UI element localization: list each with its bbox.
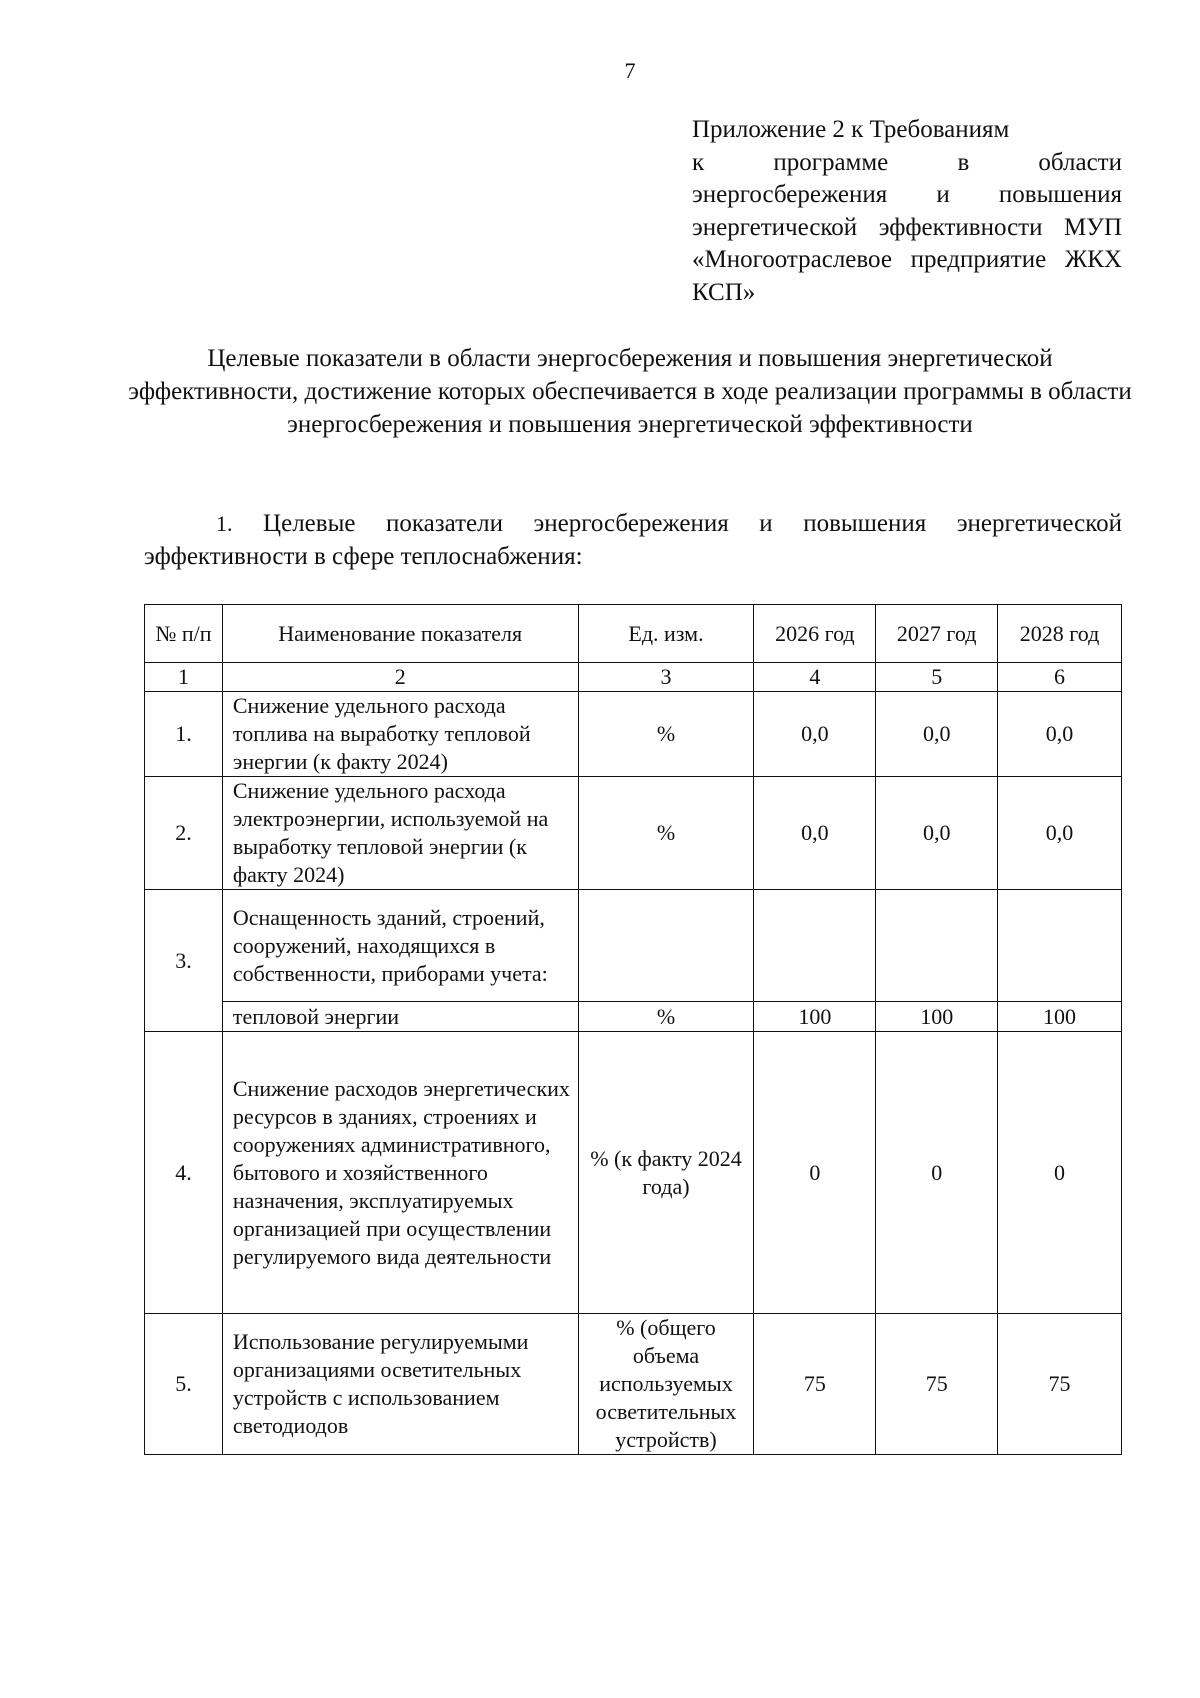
value-2027: 0,0 xyxy=(876,692,998,777)
header-name: Наименование показателя xyxy=(222,605,578,663)
indicator-name: Снижение удельного расхода электроэнергии, используемой на выработку тепловой энергии (к факту 2024) xyxy=(222,777,578,890)
column-number: 1 xyxy=(145,663,223,692)
table-header-row xyxy=(145,605,1122,663)
indicator-unit: % (к факту 2024 года) xyxy=(578,1032,754,1314)
value-2028: 0,0 xyxy=(998,692,1122,777)
value-2026: 100 xyxy=(754,1002,876,1032)
header-2027: 2027 год xyxy=(876,605,998,663)
value-2028: 0 xyxy=(998,1032,1122,1314)
table-row xyxy=(145,1032,1122,1314)
value-2028 xyxy=(998,890,1122,1002)
indicators-table xyxy=(144,604,1122,1455)
column-number: 5 xyxy=(876,663,998,692)
header-unit: Ед. изм. xyxy=(578,605,754,663)
header-number: № п/п xyxy=(145,605,223,663)
row-number: 5. xyxy=(145,1314,223,1455)
value-2027: 100 xyxy=(876,1002,998,1032)
document-title: Целевые показатели в области энергосбережения и повышения энергетической эффективности, достижение которых обеспечивается в ходе реализации программы в области энергосбережения и повышения энергетической эффективности xyxy=(128,345,1132,438)
row-number: 2. xyxy=(145,777,223,890)
indicator-name: Использование регулируемыми организациями осветительных устройств с использованием светодиодов xyxy=(222,1314,578,1455)
indicator-unit: % xyxy=(578,1002,754,1032)
value-2027 xyxy=(876,890,998,1002)
table-row xyxy=(145,890,1122,1002)
table-subrow xyxy=(145,1002,1122,1032)
indicator-unit: % xyxy=(578,692,754,777)
section-text: Целевые показатели энергосбережения и повышения энергетической эффективности в сфере теплоснабжения: xyxy=(144,510,1122,570)
value-2028: 100 xyxy=(998,1002,1122,1032)
table-row xyxy=(145,692,1122,777)
section-number: 1. xyxy=(216,511,233,536)
appendix-text: к программе в области энергосбережения и повышения энергетической эффективности МУП «Многоотраслевое предприятие ЖКХ КСП» xyxy=(692,148,1122,306)
indicator-name: Оснащенность зданий, строений, сооружений, находящихся в собственности, приборами учета: xyxy=(222,890,578,1002)
indicator-name: Снижение удельного расхода топлива на выработку тепловой энергии (к факту 2024) xyxy=(222,692,578,777)
table-row xyxy=(145,777,1122,890)
appendix-line-1: Приложение 2 к Требованиям xyxy=(692,116,1010,143)
section-heading xyxy=(144,507,1122,573)
value-2026: 0,0 xyxy=(754,777,876,890)
value-2026: 75 xyxy=(754,1314,876,1455)
header-2028: 2028 год xyxy=(998,605,1122,663)
value-2026: 0 xyxy=(754,1032,876,1314)
page-number: 7 xyxy=(624,58,636,83)
column-numbers-row xyxy=(145,663,1122,692)
appendix-reference xyxy=(692,114,1122,309)
indicator-name: тепловой энергии xyxy=(222,1002,578,1032)
row-number: 3. xyxy=(145,890,223,1032)
header-2026: 2026 год xyxy=(754,605,876,663)
row-number: 1. xyxy=(145,692,223,777)
table-row xyxy=(145,1314,1122,1455)
value-2026 xyxy=(754,890,876,1002)
column-number: 2 xyxy=(222,663,578,692)
value-2028: 75 xyxy=(998,1314,1122,1455)
column-number: 4 xyxy=(754,663,876,692)
indicator-unit: % xyxy=(578,777,754,890)
indicator-name: Снижение расходов энергетических ресурсов в зданиях, строениях и сооружениях административного, бытового и хозяйственного назначения, эксплуатируемых организацией при осуществлении регулируемого вида деятельности xyxy=(222,1032,578,1314)
indicator-unit: % (общего объема используемых осветительных устройств) xyxy=(578,1314,754,1455)
value-2027: 75 xyxy=(876,1314,998,1455)
value-2027: 0,0 xyxy=(876,777,998,890)
value-2028: 0,0 xyxy=(998,777,1122,890)
indicator-unit xyxy=(578,890,754,1002)
value-2026: 0,0 xyxy=(754,692,876,777)
row-number: 4. xyxy=(145,1032,223,1314)
column-number: 3 xyxy=(578,663,754,692)
value-2027: 0 xyxy=(876,1032,998,1314)
column-number: 6 xyxy=(998,663,1122,692)
